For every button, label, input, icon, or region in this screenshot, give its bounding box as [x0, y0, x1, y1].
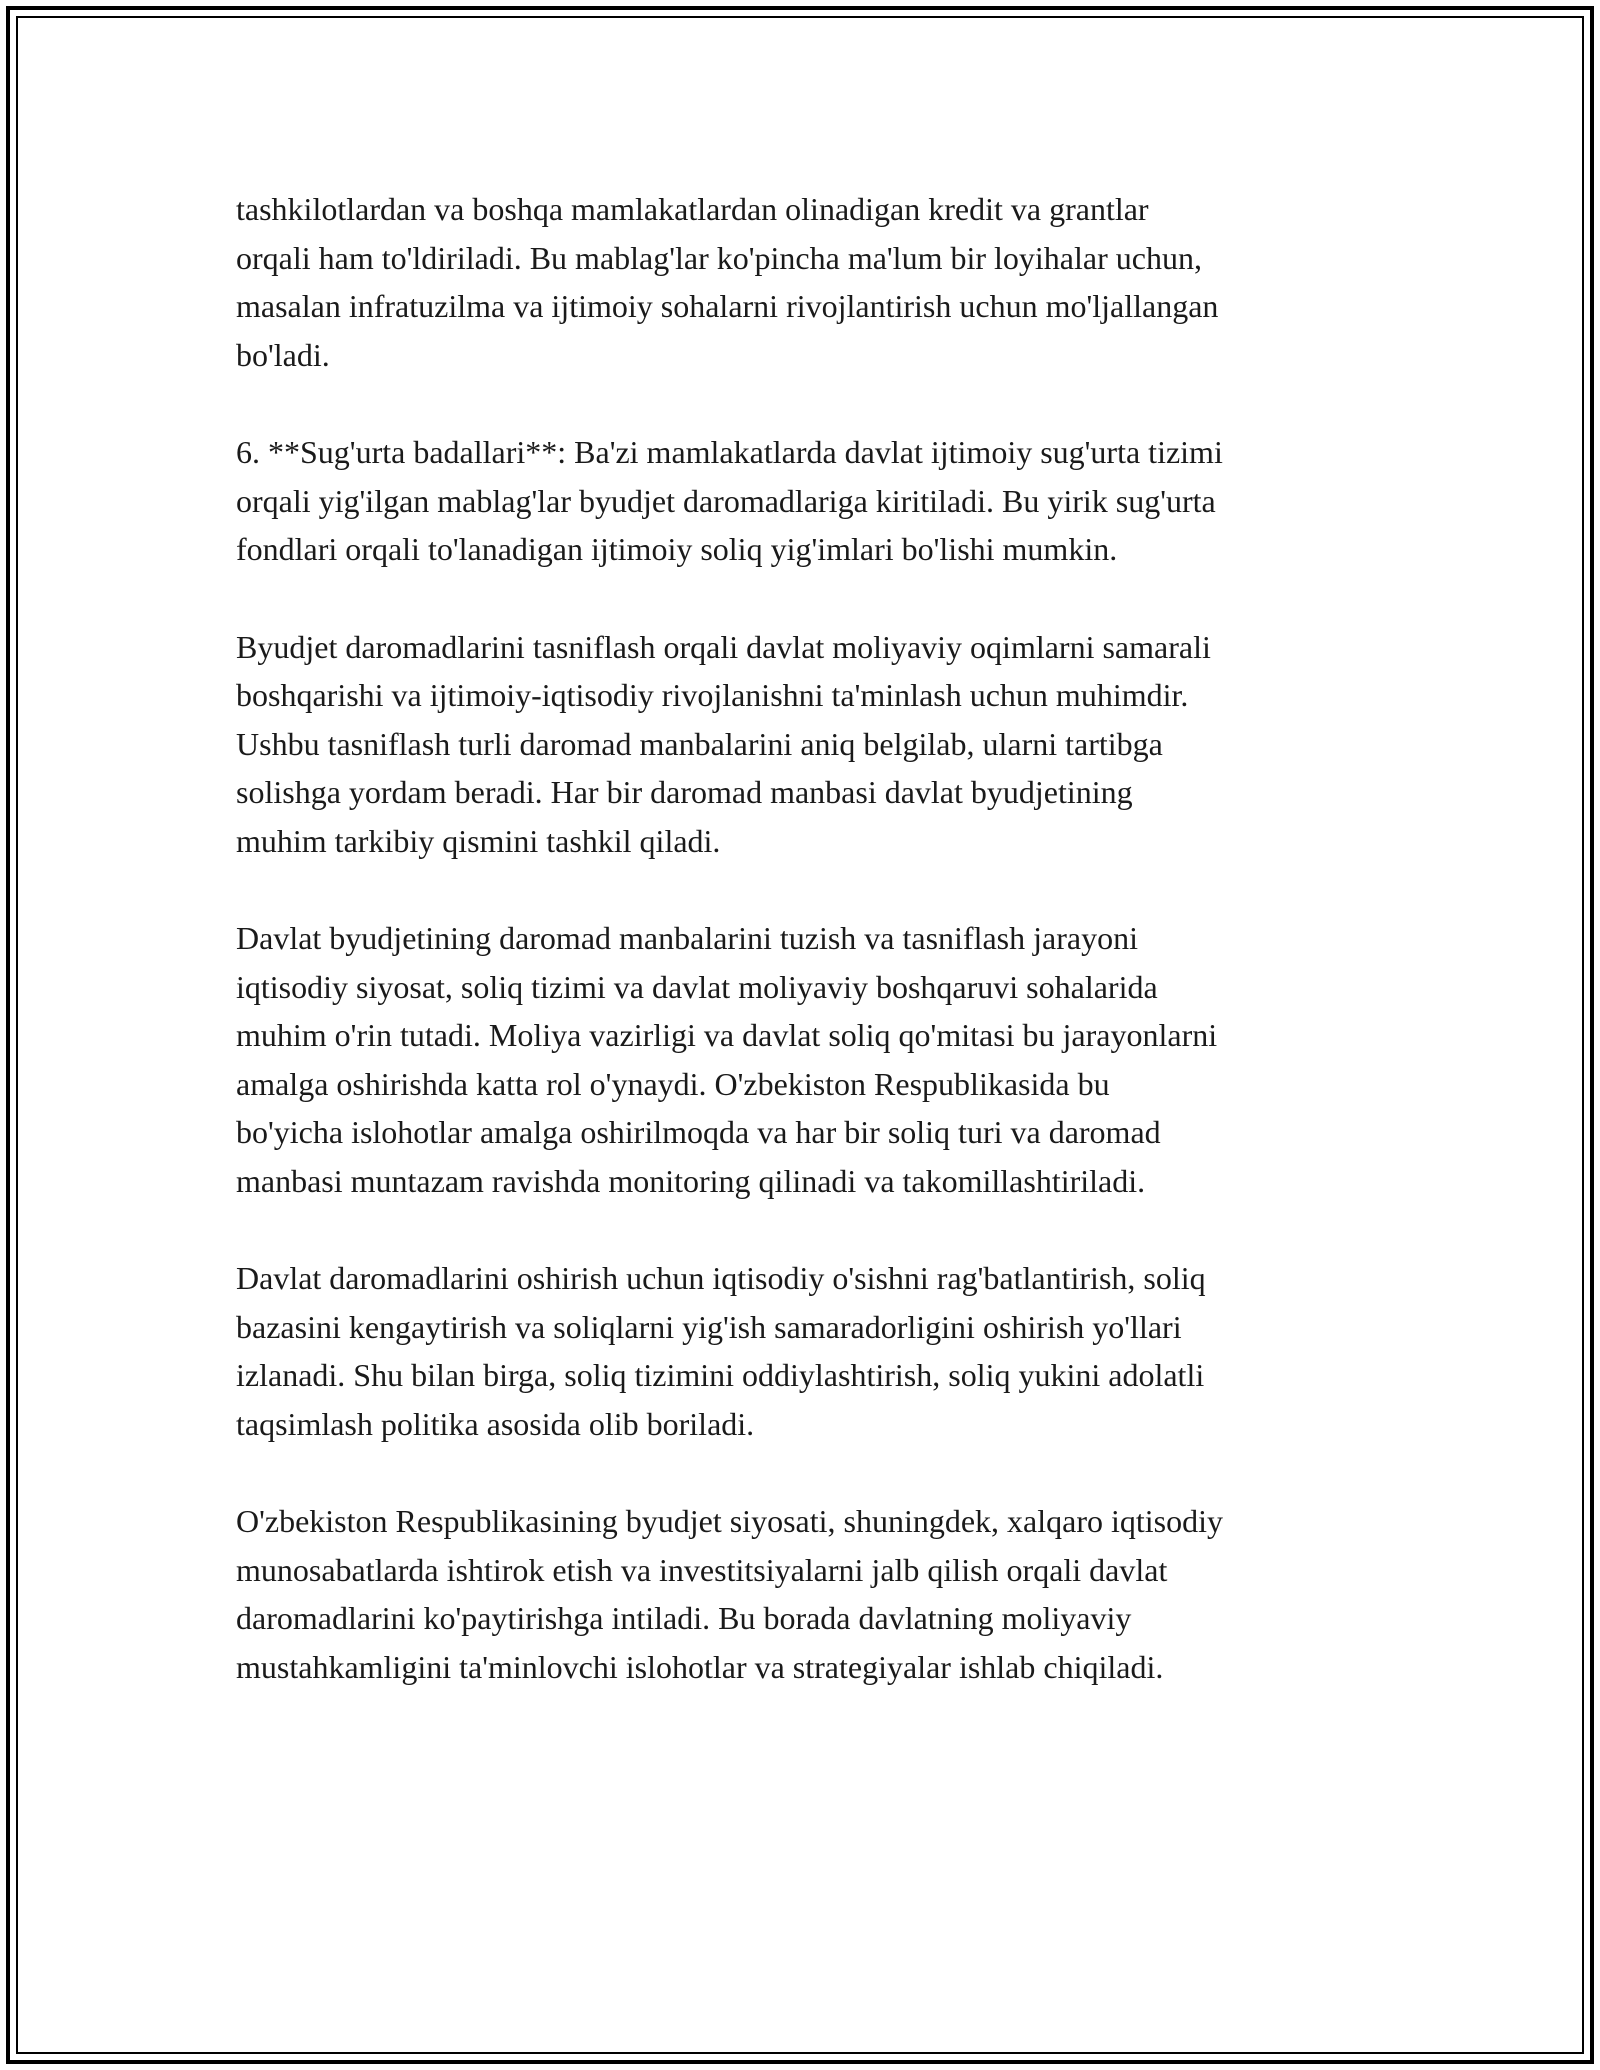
paragraph-revenue-classification: Byudjet daromadlarini tasniflash orqali davlat moliyaviy oqimlarni samarali boshqarishi va ijtimoiy-iqtisodiy rivojlanishni ta'minlash uchun muhimdir. Ushbu tasniflash turli daromad manbalarini aniq belgilab, ularni tartibga solishga yordam beradi. Har bir daromad manbasi davlat byudjetining muhim tarkibiy qismini tashkil qiladi. [236, 628, 1211, 859]
paragraph-increasing-revenue: Davlat daromadlarini oshirish uchun iqtisodiy o'sishni rag'batlantirish, soliq bazasini kengaytirish va soliqlarni yig'ish samaradorligini oshirish yo'llari izlanadi. Shu bilan birga, soliq tizimini oddiylashtirish, soliq yukini adolatli taqsimlash politika asosida olib boriladi. [236, 1260, 1206, 1442]
paragraph-insurance-contributions: 6. **Sug'urta badallari**: Ba'zi mamlakatlarda davlat ijtimoiy sug'urta tizimi orqali yig'ilgan mablag'lar byudjet daromadlariga kiritiladi. Bu yirik sug'urta fondlari orqali to'lanadigan ijtimoiy soliq yig'imlari bo'lishi mumkin. [236, 434, 1223, 567]
paragraph-grants-continuation: tashkilotlardan va boshqa mamlakatlardan olinadigan kredit va grantlar orqali ham to'ldiriladi. Bu mablag'lar ko'pincha ma'lum bir loyihalar uchun, masalan infratuzilma va ijtimoiy sohalarni rivojlantirish uchun mo'ljallangan bo'ladi. [236, 191, 1219, 373]
paragraph-budget-policy: O'zbekiston Respublikasining byudjet siyosati, shuningdek, xalqaro iqtisodiy munosabatlarda ishtirok etish va investitsiyalarni jalb qilish orqali davlat daromadlarini ko'paytirishga intiladi. Bu borada davlatning moliyaviy mustahkamligini ta'minlovchi islohotlar va strategiyalar ishlab chiqiladi. [236, 1503, 1224, 1685]
paragraph-revenue-sources-process: Davlat byudjetining daromad manbalarini tuzish va tasniflash jarayoni iqtisodiy siyosat, soliq tizimi va davlat moliyaviy boshqaruvi sohalarida muhim o'rin tutadi. Moliya vazirligi va davlat soliq qo'mitasi bu jarayonlarni amalga oshirishda katta rol o'ynaydi. O'zbekiston Respublikasida bu bo'yicha islohotlar amalga oshirilmoqda va har bir soliq turi va daromad manbasi muntazam ravishda monitoring qilinadi va takomillashtiriladi. [236, 920, 1218, 1199]
document-body [236, 185, 1386, 1740]
